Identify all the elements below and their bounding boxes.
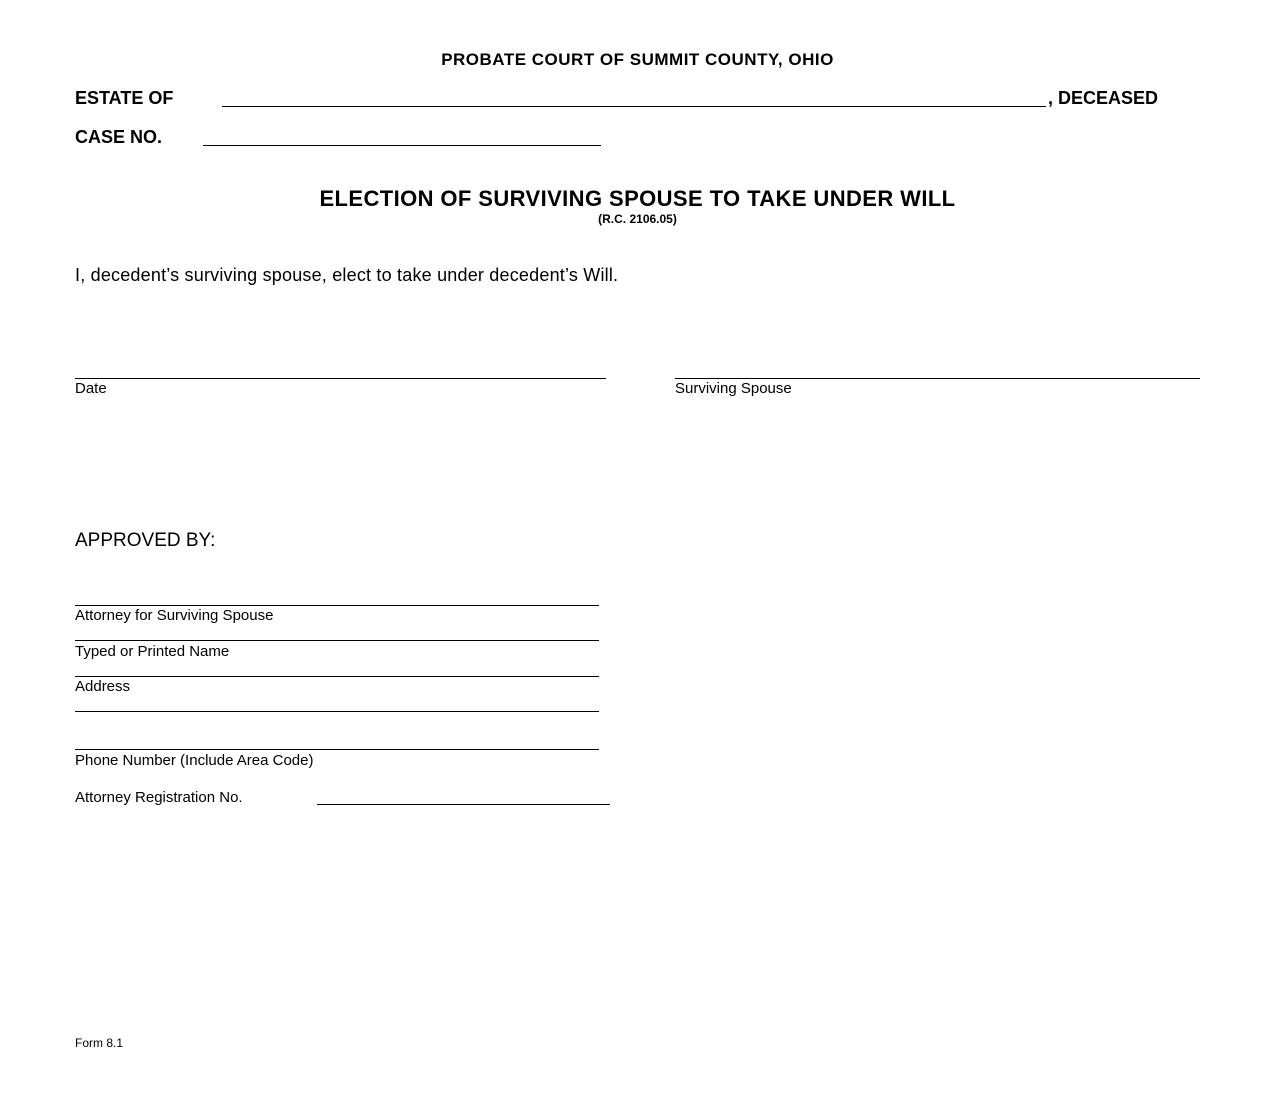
address-field[interactable] [75, 676, 599, 677]
address-field-line-2[interactable] [75, 711, 599, 712]
spouse-signature-field[interactable] [675, 378, 1200, 379]
election-statement: I, decedent’s surviving spouse, elect to take under decedent’s Will. [75, 265, 619, 285]
statute-reference: (R.C. 2106.05) [598, 212, 677, 226]
phone-label: Phone Number (Include Area Code) [75, 752, 314, 769]
date-field[interactable] [75, 378, 606, 379]
form-title: ELECTION OF SURVIVING SPOUSE TO TAKE UNDER WILL [319, 186, 956, 211]
printed-name-field[interactable] [75, 640, 599, 641]
registration-number-field[interactable] [317, 804, 610, 805]
estate-label: ESTATE OF [75, 88, 174, 108]
address-label: Address [75, 678, 131, 695]
form-number: Form 8.1 [75, 1036, 124, 1050]
registration-label: Attorney Registration No. [75, 789, 243, 806]
estate-name-field[interactable] [222, 106, 1046, 107]
spouse-label: Surviving Spouse [675, 380, 792, 397]
approved-by-heading: APPROVED BY: [75, 530, 216, 551]
attorney-label: Attorney for Surviving Spouse [75, 607, 274, 624]
printed-name-label: Typed or Printed Name [75, 643, 230, 660]
date-label: Date [75, 380, 107, 397]
deceased-label: , DECEASED [1048, 88, 1159, 108]
phone-field[interactable] [75, 749, 599, 750]
case-number-field[interactable] [203, 145, 601, 146]
attorney-signature-field[interactable] [75, 605, 599, 606]
case-label: CASE NO. [75, 127, 163, 147]
court-header: PROBATE COURT OF SUMMIT COUNTY, OHIO [441, 50, 834, 69]
